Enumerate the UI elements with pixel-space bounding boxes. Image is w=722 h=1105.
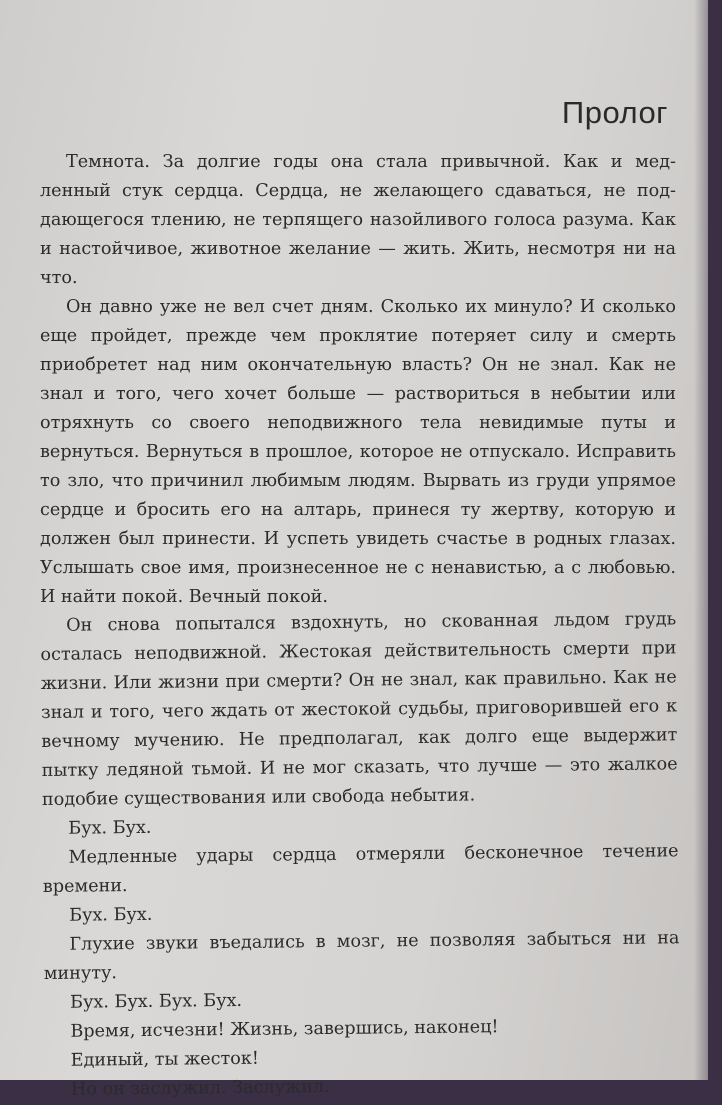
paragraph-9: Время, исчезни! Жизнь, завершись, наконец! bbox=[70, 1017, 499, 1042]
paragraph-10: Единый, ты жесток! bbox=[70, 1048, 260, 1071]
body-text bbox=[40, 148, 680, 1105]
page-edge-shadow bbox=[694, 0, 708, 1080]
paragraph-6: Бух. Бух. bbox=[69, 904, 153, 926]
body-text-lower bbox=[40, 605, 681, 1105]
paragraph-3: Он снова попытался вздохнуть, но скованная льдом грудь осталась неподвижной. Жестокая действительность смерти при жизни. Или жизни при смерти? Он не знал, как правильно. Как не знал и того, чего ждать от жестокой судьбы, приговорившей его к вечному мучению. Не предполагал, как долго еще выдержит пытку ледяной тьмой. И не мог сказать, что лучше — это жалкое подобие существования или свобода небытия. bbox=[40, 609, 678, 810]
paragraph-4: Бух. Бух. bbox=[68, 817, 152, 839]
paragraph-8: Бух. Бух. Бух. Бух. bbox=[69, 990, 243, 1013]
chapter-title: Пролог bbox=[561, 95, 668, 130]
paragraph-7: Глухие звуки въедались в мозг, не позволяя забыться ни на минуту. bbox=[43, 928, 680, 984]
paragraph-1: Темнота. За долгие годы она стала привычной. Как и медленный стук сердца. Сердца, не желающего сдаваться, не поддающегося тлению, не терпящего назойливого голоса разума. Как и настойчивое, животное желание — жить. Жить, несмотря ни на что. bbox=[40, 152, 676, 288]
paragraph-5: Медленные удары сердца отмеряли бесконечное течение времени. bbox=[42, 841, 679, 897]
paragraph-2: Он давно уже не вел счет дням. Сколько их минуло? И сколько еще пройдет, прежде чем проклятие потеряет силу и смерть приобретет над ним окончательную власть? Он не знал. Как не знал и того, чего хочет больше — раствориться в небытии или отряхнуть со своего неподвижного тела невидимые путы и вернуться. Вернуться в прошлое, которое не отпускало. Исправить то зло, что причинил любимым людям. Вырвать из груди упрямое сердце и бросить его на алтарь, принеся ту жертву, которую и должен был принести. И успеть увидеть счастье в родных глазах. Услышать свое имя, произнесенное не с ненавистью, а с любовью. И найти покой. Вечный покой. bbox=[40, 297, 676, 607]
paragraph-11: Но он заслужил. Заслужил. bbox=[70, 1076, 330, 1100]
